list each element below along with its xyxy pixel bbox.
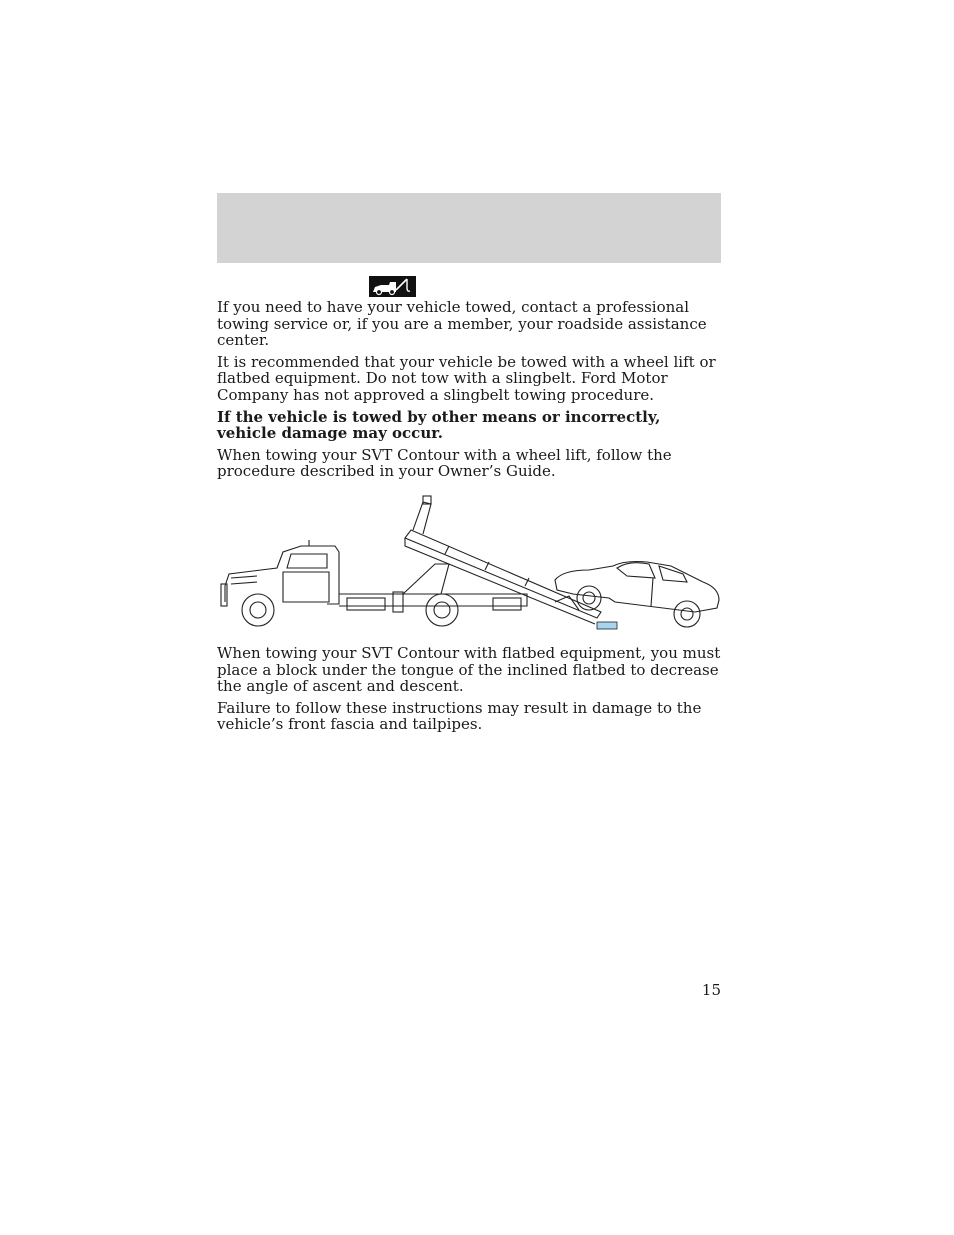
paragraph-wheel-lift: When towing your SVT Contour with a wheel lift, follow the procedure described in your Owner’s Guide.	[217, 445, 672, 481]
section-header-band	[217, 193, 721, 263]
tow-truck-icon	[369, 276, 416, 297]
page-number: 15	[701, 981, 721, 999]
tow-truck-frame	[339, 564, 527, 626]
flatbed-towing-illustration	[217, 494, 723, 634]
paragraph-warning: If the vehicle is towed by other means or incorrectly, vehicle damage may occur.	[217, 407, 661, 443]
inclined-flatbed	[405, 496, 601, 624]
flatbed-text	[217, 645, 723, 738]
paragraph-tow-recommendation: It is recommended that your vehicle be towed with a wheel lift or flatbed equipment. Do not tow with a slingbelt. Ford Motor Company has not approved a slingbelt towing procedure.	[217, 352, 716, 404]
paragraph-failure-warning: Failure to follow these instructions may result in damage to the vehicle’s front fascia and tailpipes.	[217, 698, 702, 734]
paragraph-flatbed-block: When towing your SVT Contour with flatbed equipment, you must place a block under the tongue of the inclined flatbed to decrease the angle of ascent and descent.	[217, 644, 721, 696]
tow-truck-cab	[221, 540, 339, 626]
wood-block	[597, 622, 617, 629]
intro-text	[217, 299, 723, 485]
paragraph-tow-contact: If you need to have your vehicle towed, contact a professional towing service or, if you are a member, your roadside assistance center.	[217, 298, 707, 350]
